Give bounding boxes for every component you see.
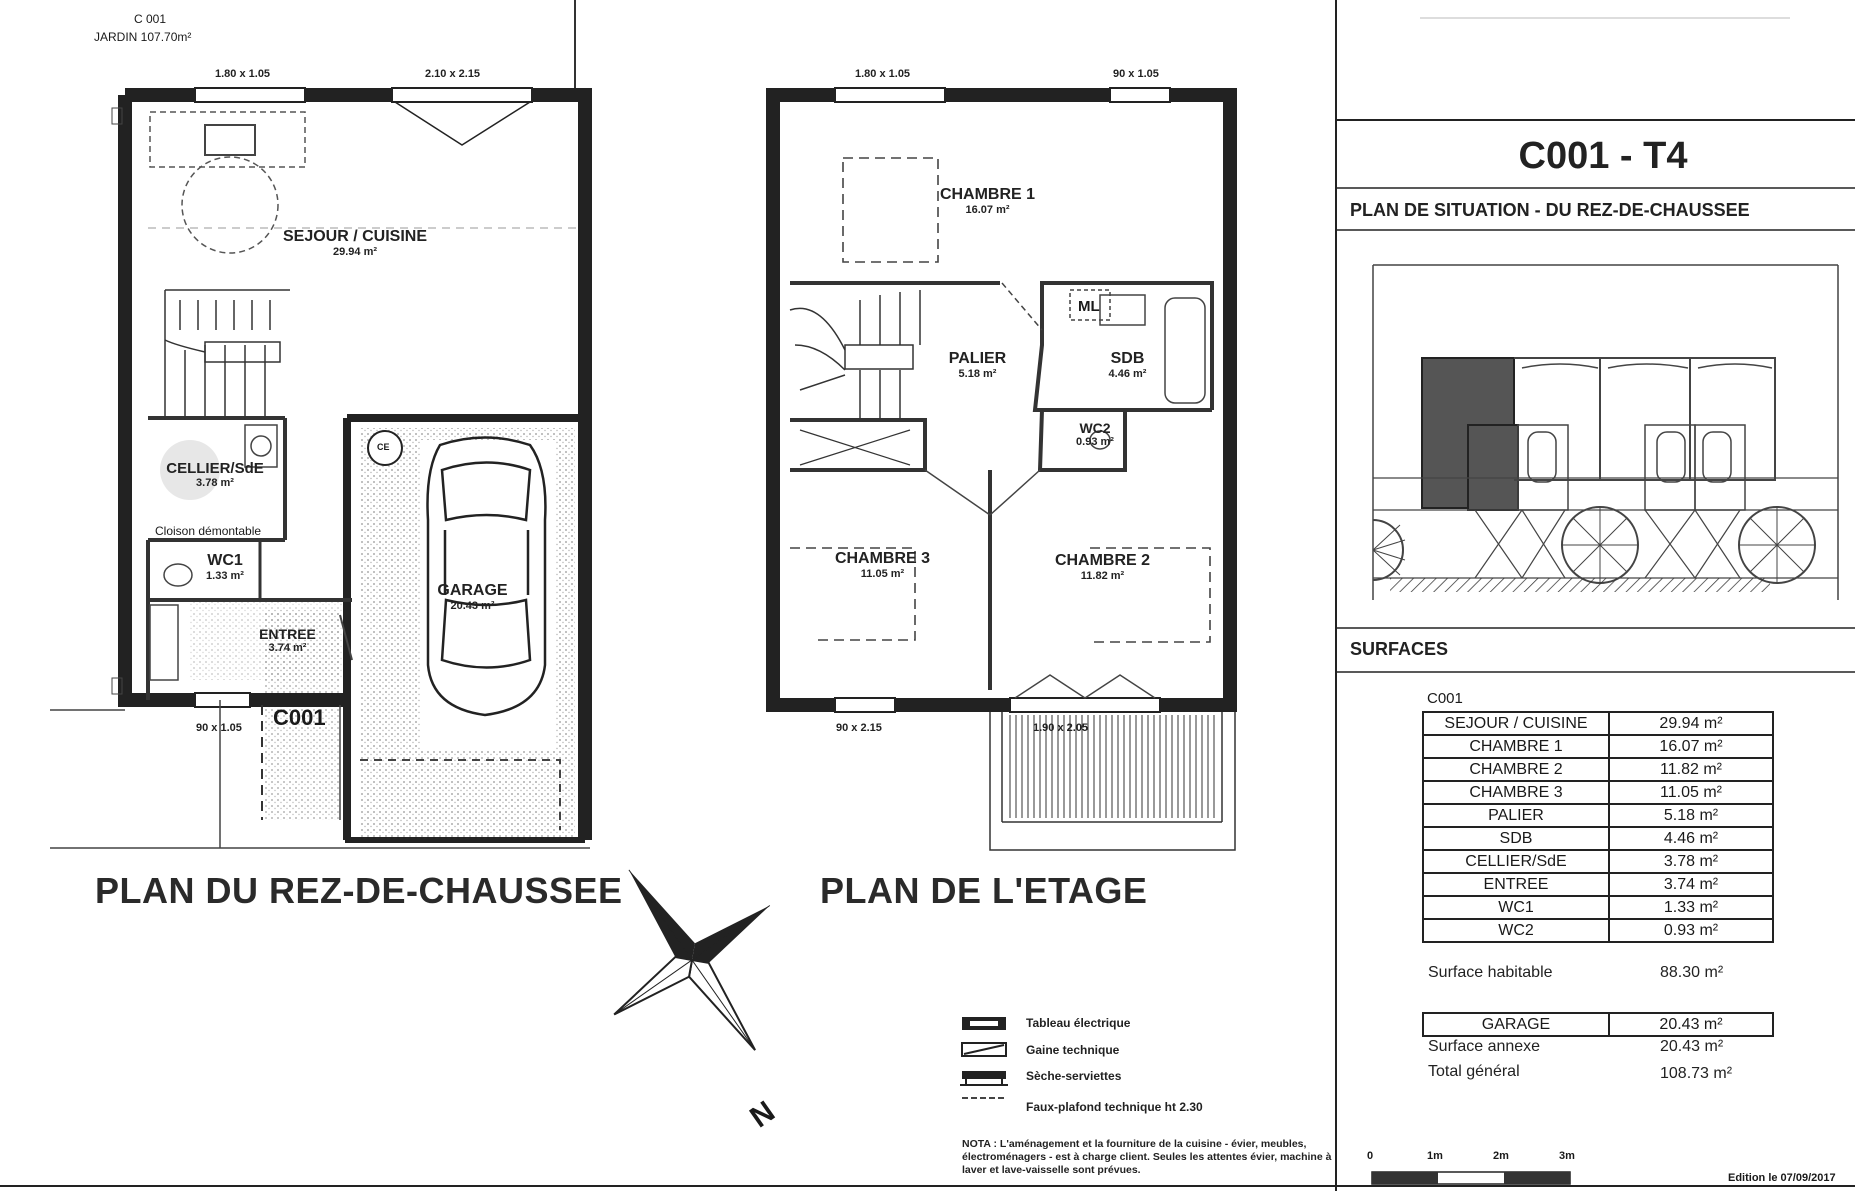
room-area: 11.05 m² — [860, 568, 905, 580]
gf-dim-window-2: 2.10 x 2.15 — [425, 68, 481, 80]
scale-3: 3m — [1559, 1150, 1575, 1162]
row-value: 4.46 m² — [1609, 827, 1773, 850]
room-name: SEJOUR / CUISINE — [282, 228, 428, 245]
ground-floor-plan — [50, 88, 590, 848]
surfaces-table — [1422, 711, 1774, 943]
ff-dim-window-1: 1.80 x 1.05 — [855, 68, 911, 80]
balcony — [990, 712, 1235, 850]
row-name: PALIER — [1423, 804, 1609, 827]
legend-item: Gaine technique — [1026, 1043, 1120, 1057]
table-row — [1423, 919, 1773, 942]
row-name: ENTREE — [1423, 873, 1609, 896]
scale-1: 1m — [1427, 1150, 1443, 1162]
room-name: CELLIER/SdE — [166, 460, 264, 477]
row-name: SDB — [1423, 827, 1609, 850]
table-row — [1423, 896, 1773, 919]
room-palier — [935, 350, 1020, 380]
surfaces-lot: C001 — [1427, 690, 1463, 707]
table-row — [1423, 827, 1773, 850]
table-row — [1423, 781, 1773, 804]
row-name: WC2 — [1423, 919, 1609, 942]
table-row — [1423, 850, 1773, 873]
ml-label: ML — [1078, 298, 1100, 315]
cloison-note: Cloison démontable — [155, 524, 262, 538]
room-name: GARAGE — [437, 582, 508, 599]
ff-dim-window-3: 90 x 2.15 — [836, 722, 882, 734]
room-wc2 — [1065, 420, 1125, 448]
ff-dim-door: 1.90 x 2.05 — [1033, 722, 1089, 734]
gf-dim-window-1: 1.80 x 1.05 — [215, 68, 271, 80]
room-area: 11.82 m² — [1080, 570, 1125, 582]
habitable-value: 88.30 m² — [1660, 964, 1724, 981]
panel-title: C001 - T4 — [1518, 135, 1688, 177]
site-plan — [1373, 265, 1838, 600]
room-cellier — [160, 460, 270, 489]
ff-dim-window-2: 90 x 1.05 — [1113, 68, 1159, 80]
row-value: 20.43 m² — [1609, 1013, 1773, 1036]
room-sdb — [1095, 350, 1160, 380]
ground-floor-title: PLAN DU REZ-DE-CHAUSSEE — [95, 870, 623, 911]
total-label: Total général — [1428, 1063, 1520, 1080]
row-value: 1.33 m² — [1609, 896, 1773, 919]
room-area: 3.78 m² — [196, 477, 234, 489]
table-row — [1423, 873, 1773, 896]
situation-heading: PLAN DE SITUATION - DU REZ-DE-CHAUSSEE — [1350, 200, 1750, 220]
room-area: 0.93 m² — [1076, 436, 1114, 448]
room-chambre-1 — [920, 186, 1055, 216]
row-name: WC1 — [1423, 896, 1609, 919]
room-area: 5.18 m² — [958, 368, 997, 380]
jardin-area: JARDIN 107.70m² — [94, 30, 192, 44]
room-area: 29.94 m² — [332, 246, 378, 258]
room-name: CHAMBRE 1 — [939, 186, 1036, 203]
first-floor-title: PLAN DE L'ETAGE — [820, 870, 1148, 911]
room-area: 1.33 m² — [206, 570, 244, 582]
room-name: SDB — [1110, 350, 1145, 367]
seche-serviettes-icon — [962, 1071, 1006, 1079]
row-value: 29.94 m² — [1609, 712, 1773, 735]
table-row — [1423, 735, 1773, 758]
scale-bar — [1372, 1172, 1570, 1184]
table-row — [1423, 712, 1773, 735]
lot-code: C 001 — [134, 12, 167, 26]
row-name: GARAGE — [1423, 1013, 1609, 1036]
room-name: WC2 — [1079, 420, 1111, 436]
row-value: 3.78 m² — [1609, 850, 1773, 873]
total-value: 108.73 m² — [1660, 1065, 1733, 1082]
scale-0: 0 — [1367, 1150, 1374, 1162]
garage-table — [1422, 1012, 1774, 1037]
room-area: 20.43 m² — [450, 600, 495, 612]
north-label: N — [744, 1094, 781, 1135]
row-value: 0.93 m² — [1609, 919, 1773, 942]
row-value: 3.74 m² — [1609, 873, 1773, 896]
room-area: 16.07 m² — [965, 204, 1010, 216]
scale-2: 2m — [1493, 1150, 1509, 1162]
legend-item: Faux-plafond technique ht 2.30 — [1026, 1100, 1203, 1114]
room-name: ENTREE — [259, 626, 316, 642]
table-row — [1423, 1013, 1773, 1036]
room-wc1 — [185, 552, 265, 582]
nota-text: NOTA : L'aménagement et la fourniture de la cuisine - évier, meubles, électroménagers - est à charge client. Seules les attentes évier, machine à laver et lave-vaisselle sont prévues. — [962, 1138, 1332, 1176]
room-chambre-3 — [815, 550, 950, 580]
legend-symbols — [960, 1017, 1008, 1098]
row-name: CELLIER/SdE — [1423, 850, 1609, 873]
room-garage — [430, 582, 515, 612]
row-value: 16.07 m² — [1609, 735, 1773, 758]
row-value: 5.18 m² — [1609, 804, 1773, 827]
habitable-label: Surface habitable — [1428, 964, 1553, 981]
ce-label: CE — [377, 442, 390, 452]
surfaces-heading: SURFACES — [1350, 639, 1449, 659]
compass-rose-icon — [551, 815, 833, 1104]
row-name: CHAMBRE 3 — [1423, 781, 1609, 804]
room-chambre-2 — [1035, 552, 1170, 582]
legend-item: Sèche-serviettes — [1026, 1069, 1122, 1083]
room-entree — [245, 626, 330, 654]
annexe-label: Surface annexe — [1428, 1038, 1541, 1055]
row-name: SEJOUR / CUISINE — [1423, 712, 1609, 735]
room-area: 4.46 m² — [1108, 368, 1147, 380]
row-name: CHAMBRE 1 — [1423, 735, 1609, 758]
row-value: 11.82 m² — [1609, 758, 1773, 781]
row-value: 11.05 m² — [1609, 781, 1773, 804]
legend-item: Tableau électrique — [1026, 1016, 1131, 1030]
annexe-value: 20.43 m² — [1660, 1038, 1724, 1055]
table-row — [1423, 804, 1773, 827]
table-row — [1423, 758, 1773, 781]
gf-dim-window-3: 90 x 1.05 — [196, 722, 242, 734]
room-name: CHAMBRE 2 — [1054, 552, 1151, 569]
room-name: WC1 — [207, 552, 243, 569]
row-name: CHAMBRE 2 — [1423, 758, 1609, 781]
room-name: PALIER — [948, 350, 1007, 367]
room-sejour — [270, 228, 440, 258]
gf-lot-label: C001 — [273, 705, 326, 730]
edition-date: Edition le 07/09/2017 — [1728, 1172, 1836, 1184]
room-name: CHAMBRE 3 — [834, 550, 931, 567]
room-area: 3.74 m² — [268, 642, 307, 654]
first-floor-plan — [773, 88, 1230, 712]
